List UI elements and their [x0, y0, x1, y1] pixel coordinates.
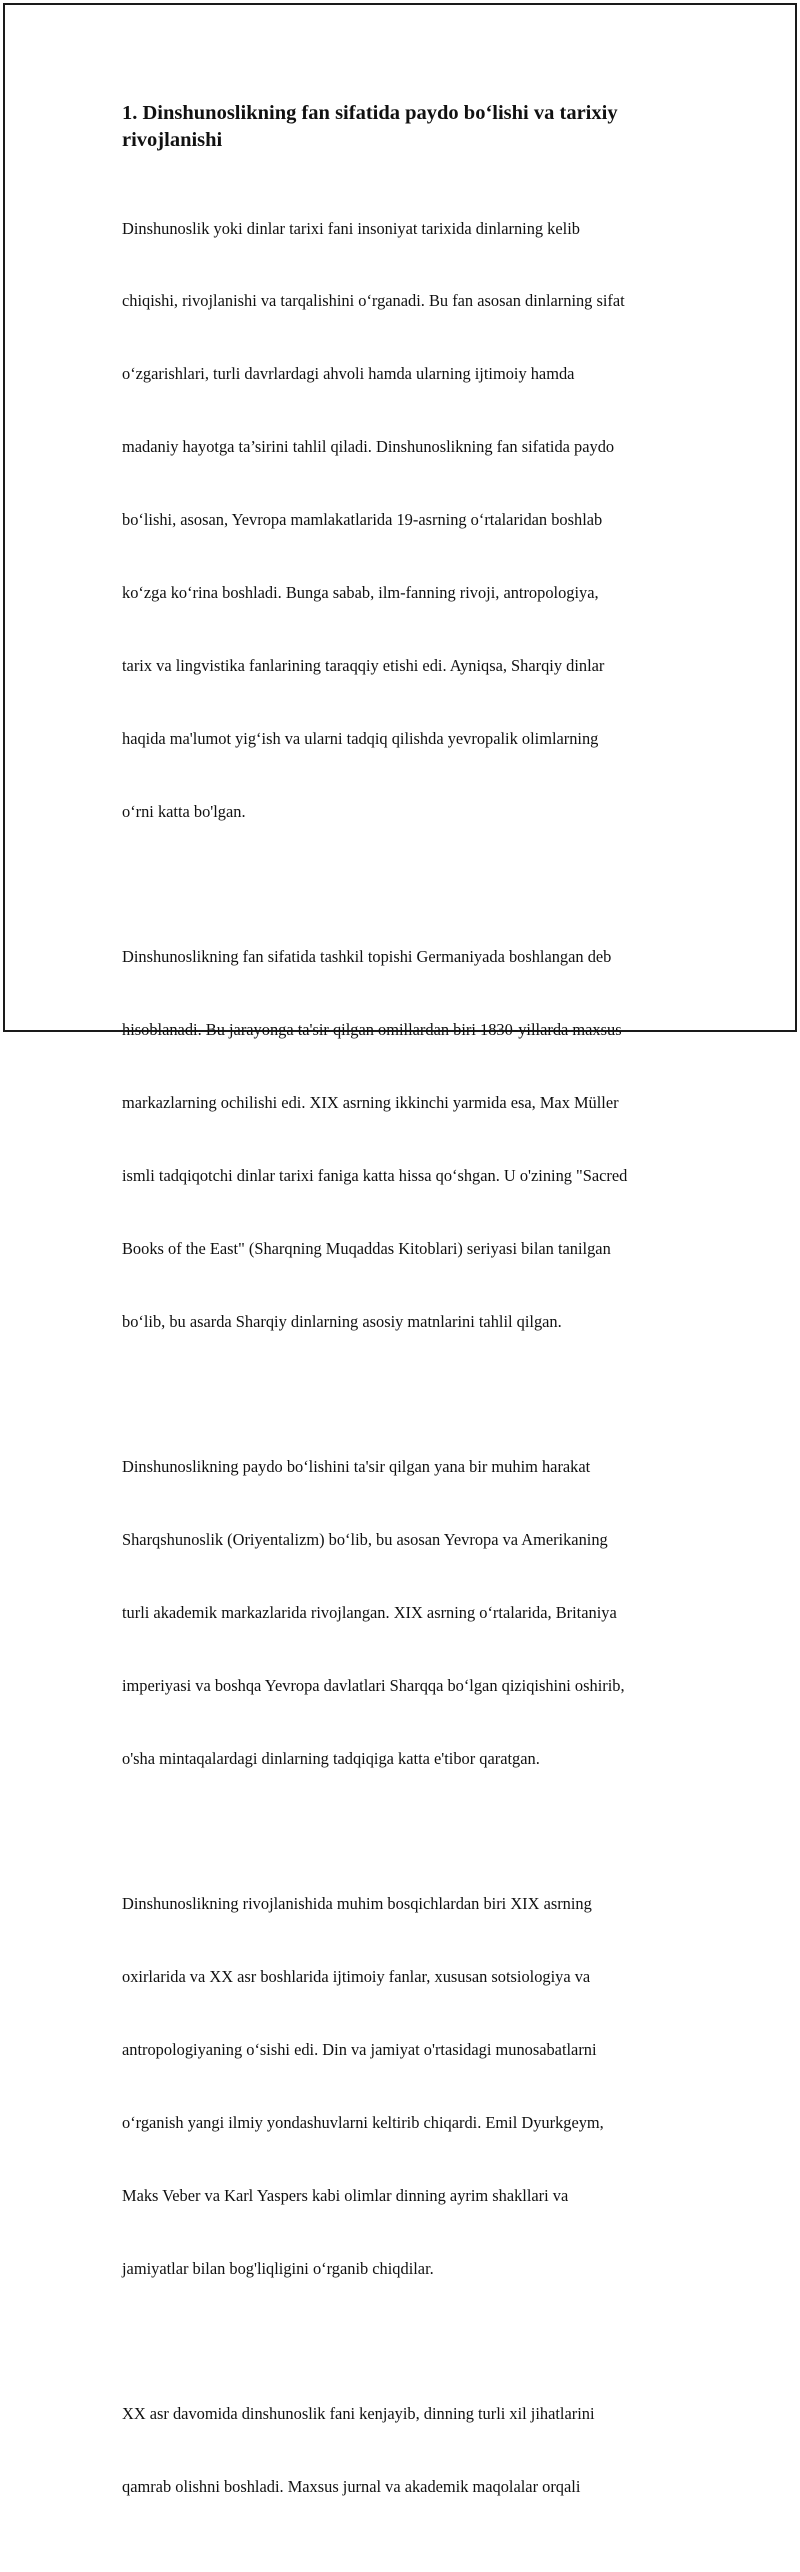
text-line: ko‘zga ko‘rina boshladi. Bunga sabab, ilm-fanning rivoji, antropologiya, — [122, 583, 599, 603]
text-line: XX asr davomida dinshunoslik fani kenjayib, dinning turli xil jihatlarini — [122, 2404, 595, 2424]
text-line: turli akademik markazlarida rivojlangan. XIX asrning o‘rtalarida, Britaniya — [122, 1602, 617, 1622]
text-line: bo‘lib, bu asarda Sharqiy dinlarning asosiy matnlarini tahlil qilgan. — [122, 1311, 562, 1331]
paragraph-4 — [122, 1844, 704, 2330]
heading-line: 1. Dinshunoslikning fan sifatida paydo bo‘lishi va tarixiy — [122, 102, 618, 124]
text-line: Dinshunoslikning paydo bo‘lishini ta'sir qilgan yana bir muhim harakat — [122, 1457, 591, 1477]
paragraph-1 — [122, 168, 704, 873]
document-body — [122, 100, 704, 2572]
paragraph-2 — [122, 897, 704, 1383]
text-line: o‘zgarishlari, turli davrlardagi ahvoli hamda ularning ijtimoiy hamda — [122, 364, 575, 384]
text-line: ismli tadqiqotchi dinlar tarixi faniga katta hissa qo‘shgan. U o'zining "Sacred — [122, 1165, 628, 1185]
text-line: chiqishi, rivojlanishi va tarqalishini o‘rganadi. Bu fan asosan dinlarning sifat — [122, 291, 625, 311]
text-line: Dinshunoslik yoki dinlar tarixi fani insoniyat tarixida dinlarning kelib — [122, 218, 580, 238]
text-line: oxirlarida va XX asr boshlarida ijtimoiy fanlar, xususan sotsiologiya va — [122, 1967, 591, 1987]
text-line: hisoblanadi. Bu jarayonga ta'sir qilgan omillardan biri 1830-yillarda maxsus — [122, 1020, 622, 1040]
text-line: Maks Veber va Karl Yaspers kabi olimlar dinning ayrim shakllari va — [122, 2185, 569, 2205]
text-line: imperiyasi va boshqa Yevropa davlatlari Sharqqa bo‘lgan qiziqishini oshirib, — [122, 1675, 625, 1695]
text-line: qamrab olishni boshladi. Maxsus jurnal va akademik maqolalar orqali — [122, 2477, 581, 2497]
text-line: o‘rni katta bo'lgan. — [122, 801, 246, 821]
page-frame — [3, 3, 797, 2497]
text-line: Sharqshunoslik (Oriyentalizm) bo‘lib, bu asosan Yevropa va Amerikaning — [122, 1530, 608, 1550]
text-line: jamiyatlar bilan bog'liqligini o‘rganib chiqdilar. — [122, 2258, 434, 2278]
text-line: antropologiyaning o‘sishi edi. Din va jamiyat o'rtasidagi munosabatlarni — [122, 2039, 597, 2059]
text-line: tarix va lingvistika fanlarining taraqqiy etishi edi. Ayniqsa, Sharqiy dinlar — [122, 655, 605, 675]
paragraph-3 — [122, 1407, 704, 1820]
text-line: haqida ma'lumot yig‘ish va ularni tadqiq qilishda yevropalik olimlarning — [122, 728, 599, 748]
text-line: Dinshunoslikning fan sifatida tashkil topishi Germaniyada boshlangan deb — [122, 947, 612, 967]
text-line: bo‘lishi, asosan, Yevropa mamlakatlarida 19-asrning o‘rtalaridan boshlab — [122, 510, 603, 530]
text-line: Dinshunoslikning rivojlanishida muhim bosqichlardan biri XIX asrning — [122, 1894, 592, 1914]
text-line: markazlarning ochilishi edi. XIX asrning ikkinchi yarmida esa, Max Müller — [122, 1092, 619, 1112]
paragraph-5 — [122, 2354, 704, 2548]
heading-line: rivojlanishi — [122, 129, 223, 151]
text-line: o‘rganish yangi ilmiy yondashuvlarni keltirib chiqardi. Emil Dyurkgeym, — [122, 2112, 604, 2132]
text-line: madaniy hayotga ta’sirini tahlil qiladi. Dinshunoslikning fan sifatida paydo — [122, 437, 615, 457]
section-heading — [122, 100, 704, 154]
text-line: o'sha mintaqalardagi dinlarning tadqiqiga katta e'tibor qaratgan. — [122, 1748, 540, 1768]
text-line: Books of the East" (Sharqning Muqaddas Kitoblari) seriyasi bilan tanilgan — [122, 1238, 611, 1258]
